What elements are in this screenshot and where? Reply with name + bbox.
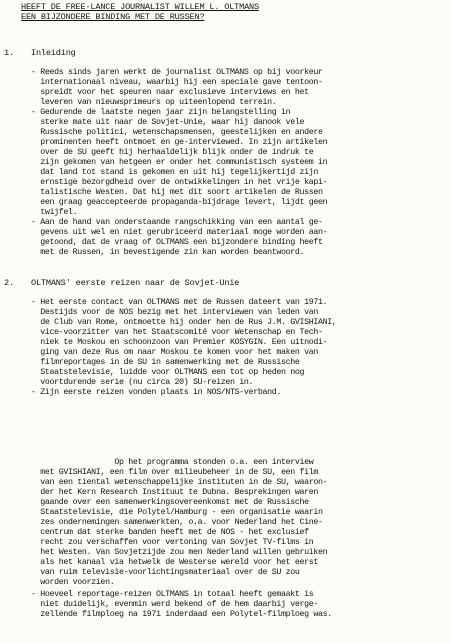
continuation-line: zes ondernemingen samenwerkten, o.a. voor Nederland het Cine-: [31, 518, 323, 527]
section-1-title: Inleiding: [31, 48, 76, 58]
continuation-line: recht zou verschaffen voor vertoning van Sovjet TV-films in: [31, 538, 314, 547]
section-2-line: - Het eerste contact van OLTMANS met de Russen dateert van 1971.: [31, 298, 328, 307]
section-2-line: Staatstelevisie, luidde voor OLTMANS een tot op heden nog: [31, 368, 305, 377]
continuation-line: centrum dat sterke banden heeft met de NOS - het exclusief: [31, 528, 309, 537]
continuation-line: der het Kern Research Instituut te Dubna. Besprekingen waren: [31, 488, 318, 497]
section-1-line: met de Russen, in bevestigende zin kan worden beantwoord.: [31, 248, 305, 257]
section-1-line: sterke mate uit naar de Sovjet-Unie, waar hij danook vele: [31, 118, 305, 127]
section-1-line: twijfel.: [31, 208, 78, 217]
section-1-number: 1.: [4, 48, 15, 58]
section-2-line: - Zijn eerste reizen vonden plaats in NOS/NTS-verband.: [31, 388, 281, 397]
section-1-line: talistische Westen. Dat hij met dit soort artikelen de Russen: [31, 188, 323, 197]
continuation-line: van ruim televisie-voorlichtingsmateriaal over de SU zou: [31, 568, 300, 577]
section-1-line: prominenten heeft ontmoet en ge-interviewed. In zijn artikelen: [31, 138, 328, 147]
section-1-line: zijn gekomen van hetgeen er onder het communistisch systeem in: [31, 158, 328, 167]
section-1-line: - Reeds sinds jaren werkt de journalist OLTMANS op bij voorkeur: [31, 68, 323, 77]
section-2-line: vice-voorzitter van het Staatscomité voor Wetenschap en Tech-: [31, 328, 323, 337]
section-2-line: filmreportages in de SU in samenwerking met de Russische: [31, 358, 300, 367]
header-line-1: HEEFT DE FREE-LANCE JOURNALIST WILLEM L. OLTMANS: [21, 2, 259, 12]
section-2-line: voortdurende serie (nu circa 20) SU-reizen in.: [31, 378, 254, 387]
section-1-line: internationaal niveau, waarbij hij een speciale gave tentoon-: [31, 78, 323, 87]
continuation-line: als het kanaal via hetwelk de Westerse wereld voor het eerst: [31, 558, 318, 567]
continuation-line: gaande over een samenwerkingsovereenkomst met de Russische: [31, 498, 309, 507]
continuation-line: met GVISHIANI, een film over milieubeheer in de SU, een film: [31, 468, 318, 477]
continuation-line: zellende filmploeg na 1971 inderdaad een Polytel-filmploeg was.: [31, 610, 332, 619]
section-1-line: getoond, dat de vraag of OLTMANS een bijzondere binding heeft: [31, 238, 323, 247]
section-1-line: spreidt voor het speuren naar exclusieve interviews en het: [31, 88, 309, 97]
section-1-line: Russische politici, wetenschapsmensen, geestelijken en andere: [31, 128, 323, 137]
continuation-line: het Westen. Van Sovjetzijde zou men Nederland willen gebruiken: [31, 548, 328, 557]
section-2-line: Destijds voor de NOS bezig met het interviewen van leden van: [31, 308, 318, 317]
section-1-line: dat land tot stand is gekomen en uit hij tegelijkertijd zijn: [31, 168, 318, 177]
continuation-line: - Hoeveel reportage-reizen OLTMANS in totaal heeft gemaakt is: [31, 590, 314, 599]
continuation-line: Staatstelevisie, die Polytel/Hamburg - een organisatie waarin: [31, 508, 323, 517]
section-2-number: 2.: [4, 278, 15, 288]
continuation-line: niet duidelijk, evenmin werd bekend of de hem daarbij verge-: [31, 600, 318, 609]
section-1-line: leveren van nieuwsprimeurs op uiteenlopend terrein.: [31, 98, 277, 107]
section-1-line: gevens uit wel en niet gerubriceerd materiaal moge worden aan-: [31, 228, 328, 237]
section-1-line: over de SU geeft hij herhaaldelijk blijk onder de indruk te: [31, 148, 314, 157]
section-1-line: een graag geaccepteerde propaganda-bijdrage levert, lijdt geen: [31, 198, 328, 207]
section-2-line: ging van deze Rus om naar Moskou te komen voor het maken van: [31, 348, 318, 357]
section-1-line: - Gedurende de laatste negen jaar zijn belangstelling in: [31, 108, 291, 117]
section-2-line: de Club van Rome, ontmoette hij onder hen de Rus J.M. GVISHIANI,: [31, 318, 337, 327]
continuation-line: van een tiental wetenschappelijke instituten in de SU, waaron-: [31, 478, 328, 487]
continuation-line: Op het programma stonden o.a. een interview: [31, 458, 314, 467]
section-2-title: OLTMANS' eerste reizen naar de Sovjet-Unie: [31, 278, 240, 288]
section-1-line: - Aan de hand van onderstaande rangschikking van een aantal ge-: [31, 218, 323, 227]
section-1-line: ernstige bezorgdheid over de ontwikkelingen in het vrije kapi-: [31, 178, 328, 187]
continuation-line: worden voorzien.: [31, 578, 115, 587]
section-2-line: niek te Moskou en schoonzoon van Premier KOSYGIN. Een uitnodi-: [31, 338, 328, 347]
header-line-2: EEN BIJZONDERE BINDING MET DE RUSSEN?: [21, 12, 205, 22]
